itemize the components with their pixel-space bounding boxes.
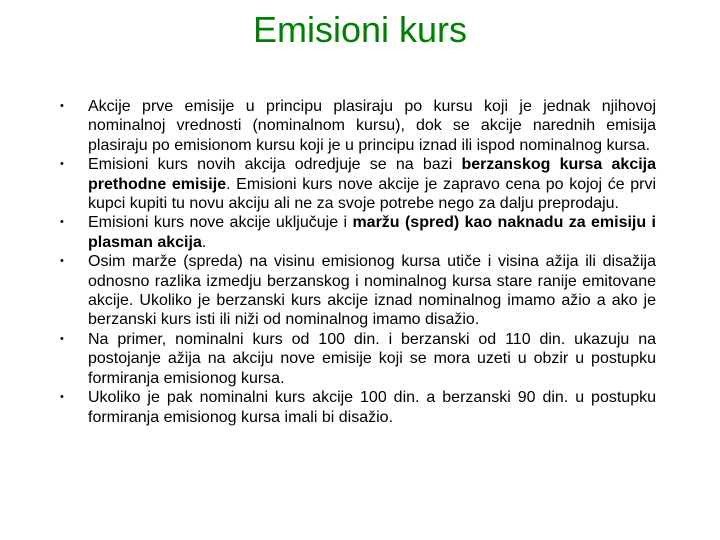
bullet-text (88, 214, 656, 250)
bullet-marker: • (60, 100, 64, 112)
bullet-item (60, 97, 656, 155)
bullet-marker: • (60, 391, 64, 404)
bullet-segment: Ukoliko je pak nominalni kurs akcije 100 din. a berzanski 90 din. u postupku formiranja emisionog kursa imali bi disažio. (88, 389, 656, 426)
bullet-segment: . (201, 233, 207, 251)
bullet-item (60, 213, 656, 252)
bullet-segment: Emisioni kurs novih akcija odredjuje se na bazi (88, 156, 462, 174)
bullet-segment: Na primer, nominalni kurs od 100 din. i berzanski od 110 din. ukazuju na postojanje ažija na akciju nove emisije koji se mora uzeti u obzir u postupku formiranja emisionog kursa. (88, 330, 656, 387)
bullet-item (60, 388, 656, 427)
bullet-list (60, 97, 656, 427)
bullet-marker: • (60, 332, 64, 345)
bullet-text (88, 156, 656, 212)
bullet-marker: • (60, 255, 64, 268)
bullet-text (88, 98, 656, 154)
bullet-text (88, 389, 656, 425)
bullet-segment: Osim marže (spreda) na visinu emisionog kursa utiče i visina ažija ili disažija odnosno razlika izmedju berzanskog i nominalnog kursa stare ranije emitovane akcije. Ukoliko je berzanski kurs akcije iznad nominalnog imamo ažio a ako je berzanski kurs isti ili niži od nominalnog imamo disažio. (88, 253, 656, 329)
bullet-text (88, 331, 656, 387)
bullet-marker: • (60, 216, 64, 229)
bullet-bold-segment: berzanskog kursa akcija prethodne emisije (88, 156, 656, 193)
bullet-item (60, 252, 656, 330)
bullet-marker: • (60, 158, 64, 171)
bullet-text (88, 253, 656, 328)
bullet-segment: Akcije prve emisije u principu plasiraju po kursu koji je jednak njihovoj nominalnoj vrednosti (nominalnom kursu), dok se akcije narednih emisija plasiraju po emisionom kursu koji je u principu iznad ili ispod nominalnog kursa. (88, 98, 656, 154)
bullet-segment: Emisioni kurs nove akcije uključuje i (88, 214, 353, 232)
slide-title: Emisioni kurs (252, 9, 468, 50)
bullet-item (60, 330, 656, 388)
bullet-bold-segment: maržu (spred) kao naknadu za emisiju i plasman akcija (88, 214, 656, 251)
bullet-item (60, 155, 656, 213)
bullet-segment: . Emisioni kurs nove akcije je zapravo cena po kojoj će prvi kupci kupiti tu novu akciju ali ne za svoje potrebe nego za dalju preprodaju. (88, 175, 656, 213)
